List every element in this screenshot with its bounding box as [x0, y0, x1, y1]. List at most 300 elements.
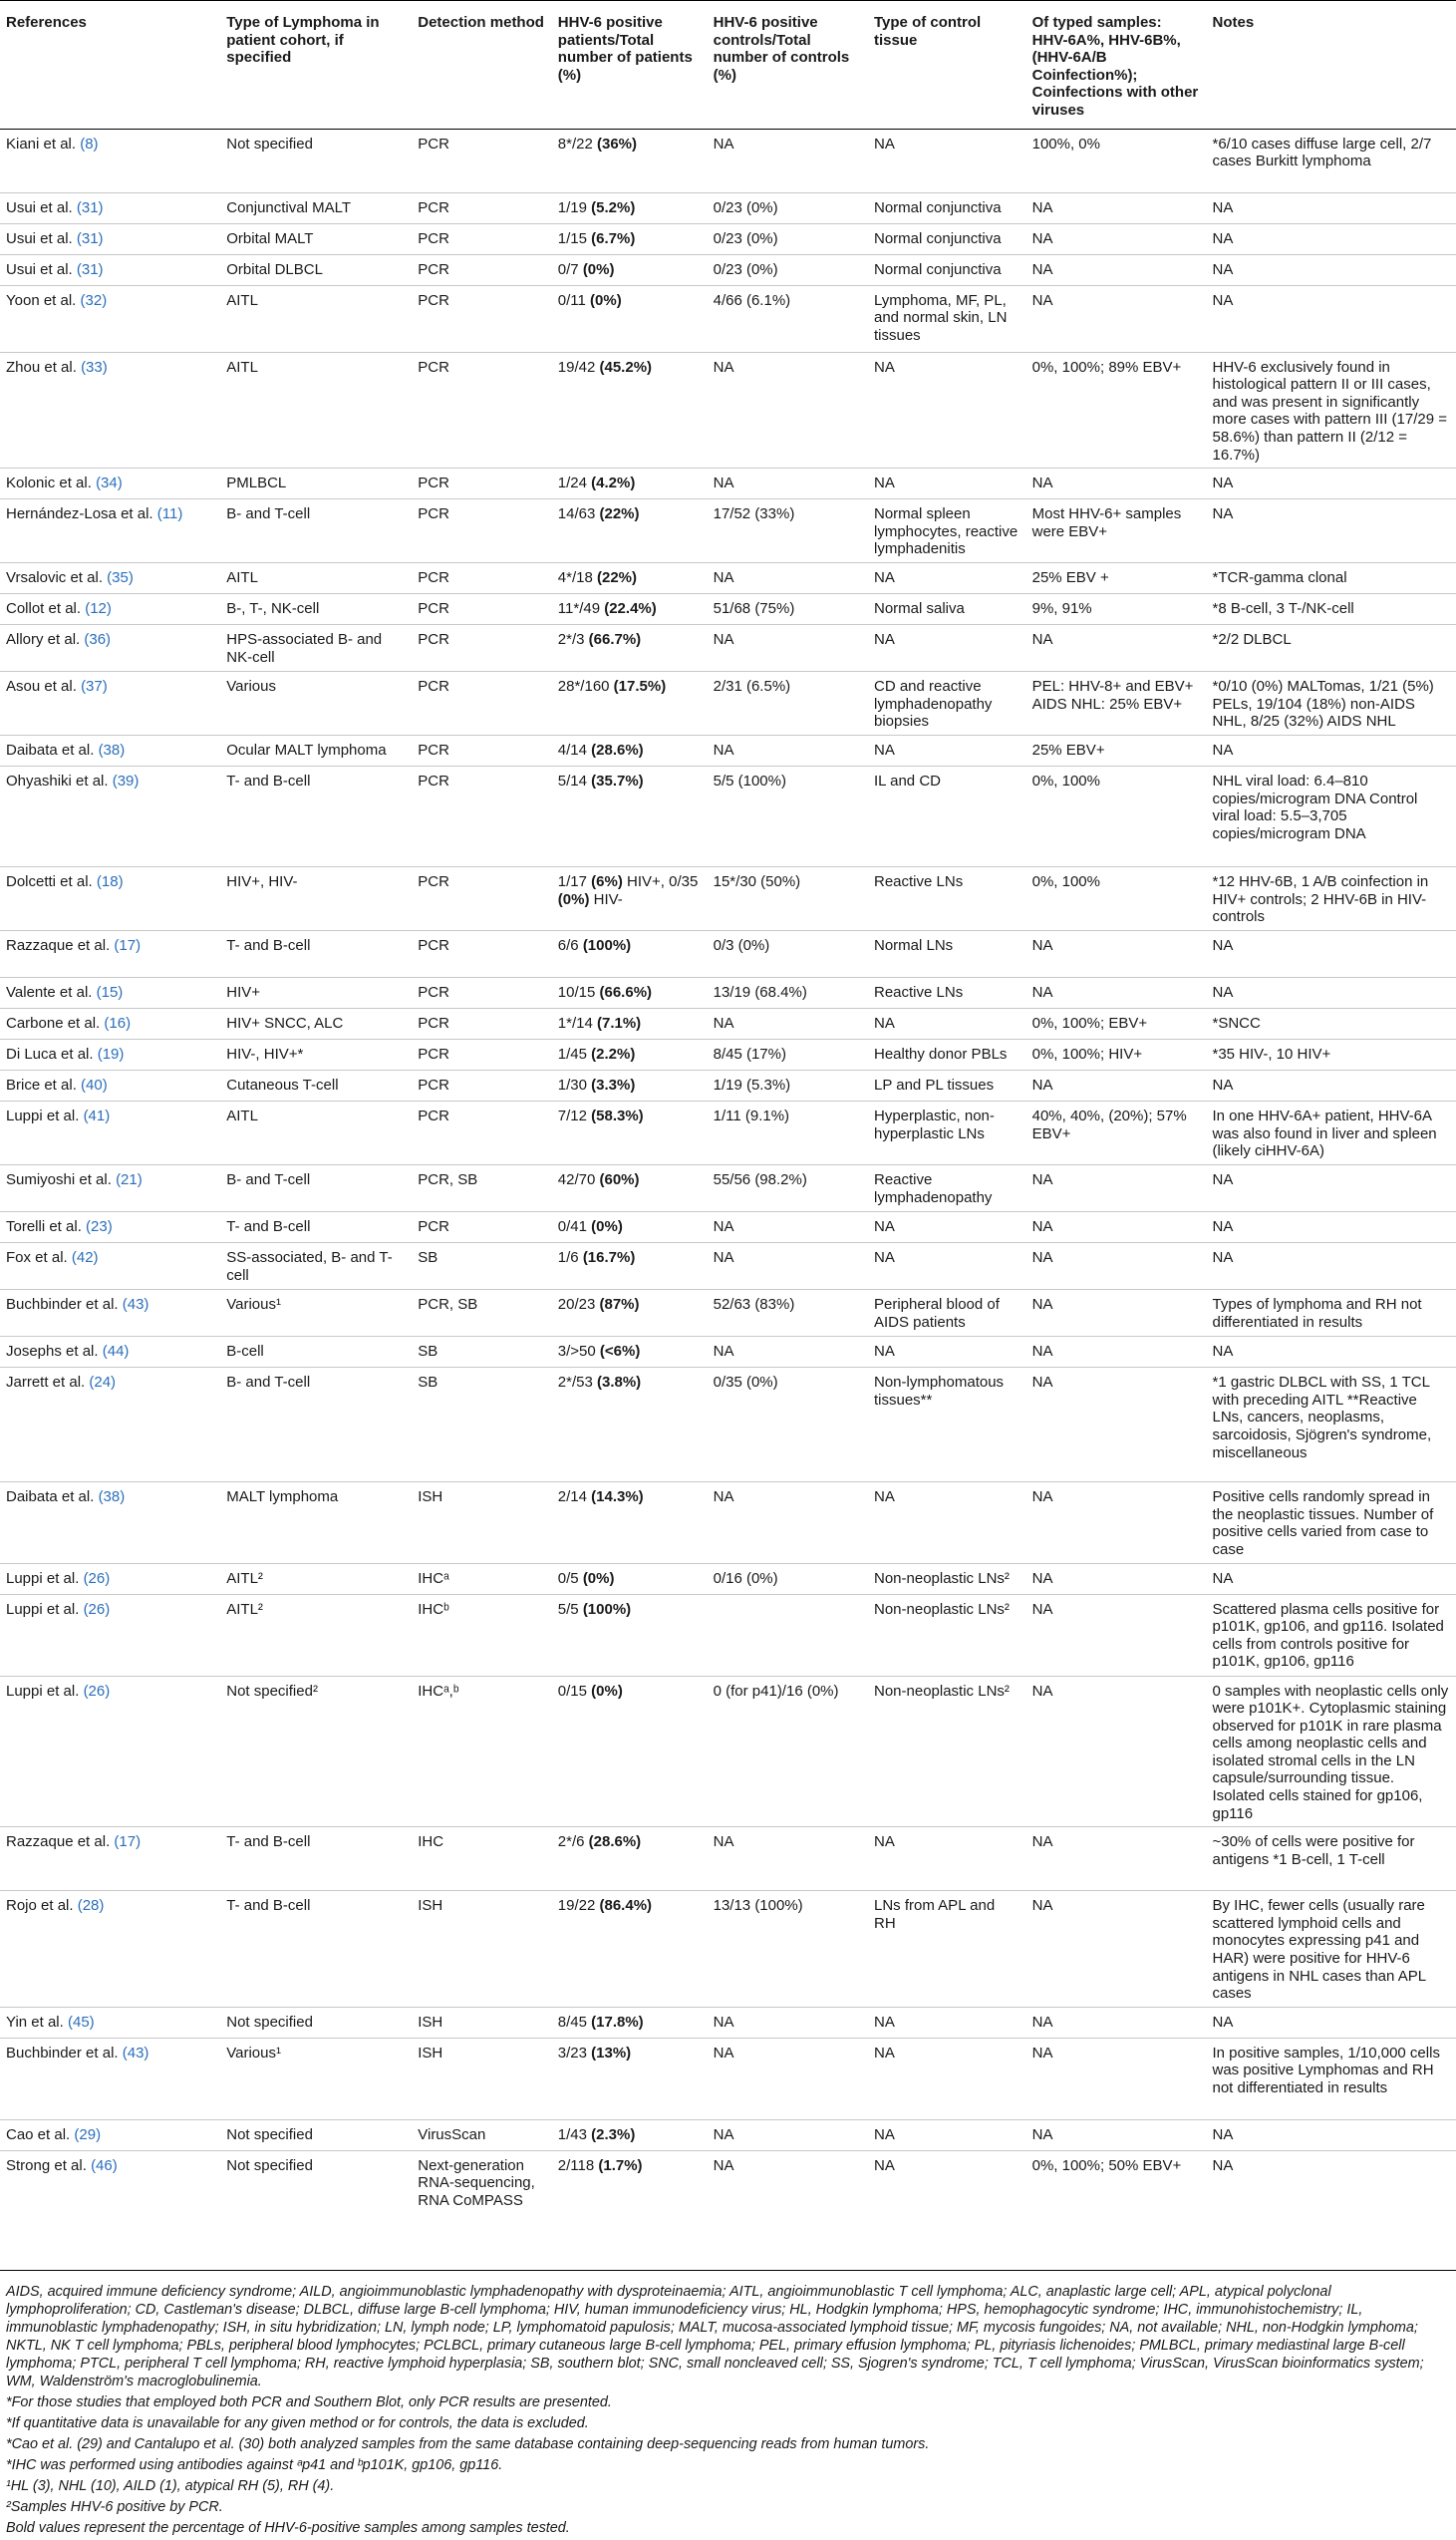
cell-positive-patients — [552, 192, 708, 223]
citation-link[interactable]: (19) — [97, 1046, 125, 1064]
cell-typed-samples: NA — [1026, 931, 1207, 978]
table-row — [0, 672, 1456, 736]
table-row — [0, 1040, 1456, 1071]
citation-link[interactable]: (32) — [80, 291, 108, 309]
cell-reference — [0, 978, 220, 1009]
reference-author: Luppi et al. — [6, 1682, 80, 1700]
citation-link[interactable]: (37) — [81, 678, 108, 696]
cell-typed-samples: NA — [1026, 1290, 1207, 1337]
cell-typed-samples: 25% EBV + — [1026, 563, 1207, 594]
cell-lymphoma-type: Not specified — [220, 2007, 412, 2038]
cell-notes: By IHC, fewer cells (usually rare scattered lymphoid cells and monocytes expressing p41 and HAR) were positive for HHV-6 antigens in NHL cases than APL cases — [1206, 1891, 1456, 2008]
cell-reference — [0, 1563, 220, 1594]
cell-positive-controls: NA — [708, 1827, 868, 1891]
cell-notes: NA — [1206, 1243, 1456, 1290]
cell-lymphoma-type: Ocular MALT lymphoma — [220, 736, 412, 767]
table-row — [0, 129, 1456, 192]
reference-author: Zhou et al. — [6, 358, 77, 376]
cell-control-tissue: LNs from APL and RH — [868, 1891, 1026, 2008]
cell-notes: ~30% of cells were positive for antigens *1 B-cell, 1 T-cell — [1206, 1827, 1456, 1891]
cell-reference — [0, 2150, 220, 2270]
positive-percentage: (3.3%) — [591, 1077, 636, 1095]
citation-link[interactable]: (43) — [122, 1296, 149, 1314]
cell-notes: NA — [1206, 931, 1456, 978]
table-row — [0, 1165, 1456, 1212]
cell-detection-method: PCR — [412, 1212, 552, 1243]
table-row — [0, 2038, 1456, 2119]
header-typed-samples: Of typed samples: HHV-6A%, HHV-6B%, (HHV-6A/B Coinfection%); Coinfections with other viruses — [1026, 1, 1207, 130]
citation-link[interactable]: (38) — [98, 742, 126, 760]
table-row — [0, 1368, 1456, 1482]
cell-control-tissue: Peripheral blood of AIDS patients — [868, 1290, 1026, 1337]
cell-detection-method: ISH — [412, 2007, 552, 2038]
cell-lymphoma-type: T- and B-cell — [220, 1891, 412, 2008]
cell-reference — [0, 129, 220, 192]
cell-positive-patients — [552, 2119, 708, 2150]
table-row — [0, 1290, 1456, 1337]
positive-percentage: (45.2%) — [599, 358, 653, 376]
cell-positive-patients — [552, 1071, 708, 1102]
table-row — [0, 1102, 1456, 1165]
cell-lymphoma-type: AITL — [220, 352, 412, 469]
cell-reference — [0, 1243, 220, 1290]
cell-lymphoma-type: Conjunctival MALT — [220, 192, 412, 223]
cell-typed-samples: NA — [1026, 1165, 1207, 1212]
citation-link[interactable]: (11) — [156, 505, 183, 523]
cell-control-tissue: NA — [868, 129, 1026, 192]
cell-positive-patients — [552, 254, 708, 285]
cell-typed-samples: 40%, 40%, (20%); 57% EBV+ — [1026, 1102, 1207, 1165]
citation-link[interactable]: (34) — [96, 475, 123, 492]
citation-link[interactable]: (16) — [104, 1015, 132, 1033]
positive-percentage: (13%) — [591, 2044, 632, 2062]
cell-positive-controls: 51/68 (75%) — [708, 594, 868, 625]
cell-control-tissue: Lymphoma, MF, PL, and normal skin, LN tissues — [868, 285, 1026, 352]
positive-count: 1*/14 — [557, 1015, 597, 1033]
cell-typed-samples: NA — [1026, 192, 1207, 223]
cell-notes: NA — [1206, 2150, 1456, 2270]
cell-detection-method: PCR — [412, 254, 552, 285]
cell-control-tissue: Normal saliva — [868, 594, 1026, 625]
cell-positive-controls: NA — [708, 563, 868, 594]
table-row — [0, 469, 1456, 499]
cell-positive-patients — [552, 1563, 708, 1594]
cell-detection-method: Next-generation RNA-sequencing, RNA CoMPASS — [412, 2150, 552, 2270]
positive-percentage: (<6%) — [599, 1343, 641, 1361]
positive-count: 42/70 — [557, 1171, 600, 1189]
footnote: ²Samples HHV-6 positive by PCR. — [6, 2499, 223, 2515]
positive-percentage: (28.6%) — [591, 742, 644, 760]
cell-notes: *0/10 (0%) MALTomas, 1/21 (5%) PELs, 19/104 (18%) non-AIDS NHL, 8/25 (32%) AIDS NHL — [1206, 672, 1456, 736]
reference-author: Collot et al. — [6, 600, 82, 618]
positive-count: 1/30 — [557, 1077, 592, 1095]
reference-author: Luppi et al. — [6, 1600, 80, 1618]
citation-link[interactable]: (26) — [83, 1682, 111, 1700]
cell-positive-patients — [552, 352, 708, 469]
citation-link[interactable]: (40) — [81, 1077, 108, 1095]
positive-percentage: (5.2%) — [591, 198, 636, 216]
table-row — [0, 2119, 1456, 2150]
positive-count: 4/14 — [557, 742, 592, 760]
cell-control-tissue: Normal spleen lymphocytes, reactive lymphadenitis — [868, 499, 1026, 563]
citation-link[interactable]: (42) — [71, 1249, 99, 1267]
header-references: References — [0, 1, 220, 130]
cell-positive-patients — [552, 1891, 708, 2008]
cell-positive-controls: NA — [708, 1009, 868, 1040]
cell-positive-controls: 0/23 (0%) — [708, 192, 868, 223]
cell-lymphoma-type: B- and T-cell — [220, 499, 412, 563]
footnote: ¹HL (3), NHL (10), AILD (1), atypical RH (5), RH (4). — [6, 2478, 335, 2494]
cell-detection-method: PCR — [412, 1009, 552, 1040]
cell-notes: NA — [1206, 1165, 1456, 1212]
cell-typed-samples: NA — [1026, 1212, 1207, 1243]
citation-link[interactable]: (21) — [116, 1171, 143, 1189]
cell-positive-controls: 0/3 (0%) — [708, 931, 868, 978]
positive-count: 0/11 — [557, 291, 591, 309]
reference-author: Luppi et al. — [6, 1569, 80, 1587]
cell-reference — [0, 285, 220, 352]
cell-reference — [0, 1482, 220, 1563]
positive-percentage: (66.6%) — [599, 984, 653, 1002]
positive-percentage: (2.3%) — [591, 2125, 636, 2143]
cell-positive-patients — [552, 1368, 708, 1482]
cell-detection-method: ISH — [412, 1891, 552, 2008]
reference-author: Luppi et al. — [6, 1108, 80, 1125]
cell-typed-samples: Most HHV-6+ samples were EBV+ — [1026, 499, 1207, 563]
citation-link[interactable]: (31) — [76, 260, 104, 278]
citation-link[interactable]: (33) — [81, 358, 108, 376]
footnote: *For those studies that employed both PCR and Southern Blot, only PCR results are presented. — [6, 2394, 612, 2410]
cell-lymphoma-type: Various¹ — [220, 2038, 412, 2119]
cell-control-tissue: Non-neoplastic LNs² — [868, 1594, 1026, 1676]
reference-author: Strong et al. — [6, 2156, 87, 2174]
cell-lymphoma-type: MALT lymphoma — [220, 1482, 412, 1563]
cell-lymphoma-type: HIV-, HIV+* — [220, 1040, 412, 1071]
citation-link[interactable]: (18) — [96, 873, 124, 891]
table-row — [0, 978, 1456, 1009]
table-row — [0, 1212, 1456, 1243]
cell-positive-controls: 4/66 (6.1%) — [708, 285, 868, 352]
cell-detection-method: PCR — [412, 223, 552, 254]
positive-count: 0/15 — [557, 1682, 592, 1700]
cell-lymphoma-type: AITL — [220, 285, 412, 352]
header-positive-controls: HHV-6 positive controls/Total number of controls (%) — [708, 1, 868, 130]
positive-percentage: (87%) — [599, 1296, 640, 1314]
cell-control-tissue: Non-lymphomatous tissues** — [868, 1368, 1026, 1482]
citation-link[interactable]: (15) — [96, 984, 124, 1002]
cell-typed-samples: NA — [1026, 625, 1207, 672]
cell-positive-patients — [552, 469, 708, 499]
cell-typed-samples: 0%, 100% — [1026, 867, 1207, 931]
positive-percentage: (58.3%) — [591, 1108, 644, 1125]
positive-percentage: (22.4%) — [604, 600, 657, 618]
positive-count: 6/6 — [557, 937, 583, 955]
cell-detection-method: PCR — [412, 469, 552, 499]
citation-link[interactable]: (29) — [74, 2125, 102, 2143]
cell-reference — [0, 1676, 220, 1827]
cell-positive-controls: NA — [708, 2150, 868, 2270]
cell-typed-samples: 25% EBV+ — [1026, 736, 1207, 767]
reference-author: Hernández-Losa et al. — [6, 505, 153, 523]
citation-link[interactable]: (43) — [122, 2044, 149, 2062]
cell-reference — [0, 1891, 220, 2008]
cell-control-tissue: NA — [868, 2007, 1026, 2038]
positive-percentage: (1.7%) — [598, 2156, 643, 2174]
citation-link[interactable]: (46) — [91, 2156, 118, 2174]
cell-detection-method: ISH — [412, 1482, 552, 1563]
cell-lymphoma-type: Various — [220, 672, 412, 736]
cell-notes: NA — [1206, 223, 1456, 254]
cell-positive-controls: NA — [708, 736, 868, 767]
cell-detection-method: PCR — [412, 1102, 552, 1165]
cell-notes: NA — [1206, 2007, 1456, 2038]
cell-notes: *1 gastric DLBCL with SS, 1 TCL with preceding AITL **Reactive LNs, cancers, neoplasms, sarcoidosis, Sjögren's syndrome, miscellaneous — [1206, 1368, 1456, 1482]
cell-notes: NA — [1206, 1563, 1456, 1594]
positive-count: 14/63 — [557, 505, 600, 523]
cell-typed-samples: NA — [1026, 1827, 1207, 1891]
table-row — [0, 931, 1456, 978]
reference-author: Usui et al. — [6, 229, 73, 247]
cell-control-tissue: NA — [868, 469, 1026, 499]
citation-link[interactable]: (23) — [86, 1218, 113, 1236]
positive-count: 1/43 — [557, 2125, 592, 2143]
reference-author: Carbone et al. — [6, 1015, 101, 1033]
reference-author: Buchbinder et al. — [6, 2044, 119, 2062]
cell-control-tissue: CD and reactive lymphadenopathy biopsies — [868, 672, 1026, 736]
reference-author: Allory et al. — [6, 631, 81, 649]
cell-positive-controls: NA — [708, 129, 868, 192]
cell-detection-method: VirusScan — [412, 2119, 552, 2150]
citation-link[interactable]: (45) — [67, 2013, 95, 2031]
cell-reference — [0, 254, 220, 285]
cell-detection-method: PCR — [412, 499, 552, 563]
cell-detection-method: PCR — [412, 736, 552, 767]
positive-percentage: (35.7%) — [591, 773, 644, 791]
cell-positive-controls: NA — [708, 2119, 868, 2150]
table-row — [0, 2150, 1456, 2270]
positive-count: 4*/18 — [557, 569, 597, 587]
citation-link[interactable]: (31) — [76, 198, 104, 216]
cell-positive-patients — [552, 285, 708, 352]
cell-notes: Positive cells randomly spread in the neoplastic tissues. Number of positive cells varied from case to case — [1206, 1482, 1456, 1563]
cell-reference — [0, 625, 220, 672]
positive-count: 10/15 — [557, 984, 600, 1002]
cell-positive-controls: 13/13 (100%) — [708, 1891, 868, 2008]
citation-link[interactable]: (28) — [77, 1897, 105, 1915]
cell-typed-samples: NA — [1026, 1482, 1207, 1563]
cell-detection-method: IHC — [412, 1827, 552, 1891]
cell-positive-controls: 15*/30 (50%) — [708, 867, 868, 931]
cell-detection-method: PCR — [412, 352, 552, 469]
positive-percentage: (22%) — [599, 505, 640, 523]
cell-positive-controls: 5/5 (100%) — [708, 767, 868, 867]
positive-count: 1/45 — [557, 1046, 592, 1064]
cell-positive-controls: NA — [708, 352, 868, 469]
cell-control-tissue: NA — [868, 1482, 1026, 1563]
positive-count: 5/14 — [557, 773, 592, 791]
cell-positive-patients — [552, 867, 708, 931]
cell-reference — [0, 767, 220, 867]
citation-link[interactable]: (35) — [107, 569, 134, 587]
footnote: *Cao et al. (29) and Cantalupo et al. (30) both analyzed samples from the same database containing deep-sequencing reads from human tumors. — [6, 2436, 930, 2452]
citation-link[interactable]: (41) — [83, 1108, 111, 1125]
positive-count: 3/23 — [557, 2044, 592, 2062]
citation-link[interactable]: (36) — [84, 631, 112, 649]
cell-positive-controls — [708, 1594, 868, 1676]
cell-typed-samples: 0%, 100%; 50% EBV+ — [1026, 2150, 1207, 2270]
cell-notes: NA — [1206, 2119, 1456, 2150]
cell-typed-samples: NA — [1026, 469, 1207, 499]
cell-positive-patients — [552, 2038, 708, 2119]
reference-author: Usui et al. — [6, 260, 73, 278]
cell-detection-method: IHCᵃ,ᵇ — [412, 1676, 552, 1827]
cell-control-tissue: Normal conjunctiva — [868, 223, 1026, 254]
cell-detection-method: PCR — [412, 672, 552, 736]
positive-percentage: (22%) — [596, 569, 637, 587]
cell-lymphoma-type: Not specified² — [220, 1676, 412, 1827]
cell-positive-controls: 0/16 (0%) — [708, 1563, 868, 1594]
table-row — [0, 1482, 1456, 1563]
citation-link[interactable]: (17) — [114, 1833, 142, 1851]
table-row — [0, 1594, 1456, 1676]
cell-detection-method: PCR — [412, 978, 552, 1009]
cell-positive-controls: 1/19 (5.3%) — [708, 1071, 868, 1102]
cell-notes: NA — [1206, 1071, 1456, 1102]
cell-detection-method: PCR, SB — [412, 1165, 552, 1212]
positive-count: HIV+, 0/35 — [622, 873, 703, 891]
cell-positive-controls: 8/45 (17%) — [708, 1040, 868, 1071]
cell-control-tissue: Normal conjunctiva — [868, 192, 1026, 223]
footnote: Bold values represent the percentage of HHV-6-positive samples among samples tested. — [6, 2520, 570, 2536]
table-row — [0, 1337, 1456, 1368]
cell-reference — [0, 867, 220, 931]
positive-count: 2*/3 — [557, 631, 589, 649]
cell-reference — [0, 1165, 220, 1212]
cell-control-tissue: IL and CD — [868, 767, 1026, 867]
cell-notes: 0 samples with neoplastic cells only were p101K+. Cytoplasmic staining observed for p101K in rare plasma cells among neoplastic cells and isolated stromal cells in the LN capsule/surrounding tissue. Isolated cells stained for gp106, gp116 — [1206, 1676, 1456, 1827]
cell-positive-controls: 55/56 (98.2%) — [708, 1165, 868, 1212]
reference-author: Razzaque et al. — [6, 937, 111, 955]
cell-detection-method: PCR — [412, 767, 552, 867]
positive-count: 2*/53 — [557, 1374, 597, 1392]
citation-link[interactable]: (12) — [85, 600, 112, 618]
cell-positive-patients — [552, 563, 708, 594]
footnote: AIDS, acquired immune deficiency syndrome; AILD, angioimmunoblastic lymphadenopathy with dysproteinaemia; AITL, angioimmunoblastic T cell lymphoma; ALC, anaplastic large cell; APL, atypical polyclonal lymphoproliferation; CD, Castleman's disease; DLBCL, diffuse large B-cell lymphoma; HIV, human immunodeficiency virus; HL, Hodgkin lymphoma; HPS, hemophagocytic syndrome; IHC, immunohistochemistry; IL, immunoblastic lymphadenopathy; ISH, in situ hybridization; LN, lymph node; LP, lymphomatoid papulosis; MALT, mucosa-associated lymphoid tissue; MF, mycosis fungoides; NA, not available; NHL, non-Hodgkin lymphoma; NKTL, NK T cell lymphoma; PBLs, peripheral blood lymphocytes; PCLBCL, primary cutaneous large B-cell lymphoma; PEL, primary effusion lymphoma; PL, pityriasis lichenoides; PMLBCL, primary mediastinal large B-cell lymphoma; PTCL, peripheral T cell lymphoma; RH, reactive lymphoid hyperplasia; SB, southern blot; SNC, small noncleaved cell; SS, Sjogren's syndrome; TCL, T cell lymphoma; VirusScan, VirusScan bioinformatics system; WM, Waldenström's macroglobulinemia. — [6, 2284, 1424, 2389]
citation-link[interactable]: (38) — [98, 1488, 126, 1506]
cell-typed-samples: NA — [1026, 1891, 1207, 2008]
cell-control-tissue: Reactive LNs — [868, 978, 1026, 1009]
positive-percentage: (60%) — [599, 1171, 640, 1189]
positive-percentage: (2.2%) — [591, 1046, 636, 1064]
positive-percentage: (16.7%) — [582, 1249, 636, 1267]
cell-reference — [0, 2119, 220, 2150]
citation-link[interactable]: (8) — [80, 135, 99, 153]
reference-author: Josephs et al. — [6, 1343, 99, 1361]
cell-typed-samples: NA — [1026, 2119, 1207, 2150]
cell-notes: NA — [1206, 1337, 1456, 1368]
table-row — [0, 352, 1456, 469]
cell-detection-method: ISH — [412, 2038, 552, 2119]
cell-lymphoma-type: AITL — [220, 1102, 412, 1165]
reference-author: Vrsalovic et al. — [6, 569, 103, 587]
positive-count: 1/17 — [557, 873, 592, 891]
table-row — [0, 1891, 1456, 2008]
cell-positive-controls: 13/19 (68.4%) — [708, 978, 868, 1009]
positive-count: 19/22 — [557, 1897, 600, 1915]
cell-positive-patients — [552, 931, 708, 978]
cell-notes: NA — [1206, 1212, 1456, 1243]
reference-author: Jarrett et al. — [6, 1374, 86, 1392]
cell-typed-samples: NA — [1026, 2007, 1207, 2038]
cell-lymphoma-type: Not specified — [220, 129, 412, 192]
cell-detection-method: PCR — [412, 1071, 552, 1102]
cell-lymphoma-type: T- and B-cell — [220, 1827, 412, 1891]
positive-percentage: (14.3%) — [591, 1488, 644, 1506]
cell-positive-controls: 2/31 (6.5%) — [708, 672, 868, 736]
cell-reference — [0, 1337, 220, 1368]
citation-link[interactable]: (24) — [89, 1374, 117, 1392]
cell-control-tissue: NA — [868, 1009, 1026, 1040]
cell-reference — [0, 469, 220, 499]
table-row — [0, 2007, 1456, 2038]
cell-lymphoma-type: T- and B-cell — [220, 931, 412, 978]
cell-notes: *35 HIV-, 10 HIV+ — [1206, 1040, 1456, 1071]
cell-positive-patients — [552, 625, 708, 672]
positive-count: 20/23 — [557, 1296, 600, 1314]
cell-lymphoma-type: B-cell — [220, 1337, 412, 1368]
reference-author: Valente et al. — [6, 984, 93, 1002]
citation-link[interactable]: (39) — [112, 773, 140, 791]
table-row — [0, 1676, 1456, 1827]
cell-lymphoma-type: Cutaneous T-cell — [220, 1071, 412, 1102]
citation-link[interactable]: (31) — [76, 229, 104, 247]
cell-control-tissue: NA — [868, 736, 1026, 767]
cell-positive-patients — [552, 1009, 708, 1040]
cell-positive-patients — [552, 1676, 708, 1827]
cell-positive-controls: NA — [708, 1243, 868, 1290]
positive-count: 1/19 — [557, 198, 592, 216]
cell-reference — [0, 1290, 220, 1337]
positive-count: 1/6 — [557, 1249, 583, 1267]
cell-control-tissue: NA — [868, 625, 1026, 672]
reference-author: Daibata et al. — [6, 1488, 95, 1506]
cell-positive-controls: NA — [708, 1212, 868, 1243]
cell-reference — [0, 1040, 220, 1071]
cell-control-tissue: Reactive lymphadenopathy — [868, 1165, 1026, 1212]
cell-lymphoma-type: B-, T-, NK-cell — [220, 594, 412, 625]
header-notes: Notes — [1206, 1, 1456, 130]
cell-lymphoma-type: AITL² — [220, 1563, 412, 1594]
cell-detection-method: IHCᵇ — [412, 1594, 552, 1676]
header-row — [0, 1, 1456, 130]
cell-control-tissue: NA — [868, 1243, 1026, 1290]
cell-positive-patients — [552, 1337, 708, 1368]
cell-notes: In one HHV-6A+ patient, HHV-6A was also found in liver and spleen (likely ciHHV-6A) — [1206, 1102, 1456, 1165]
reference-author: Yin et al. — [6, 2013, 64, 2031]
reference-author: Brice et al. — [6, 1077, 77, 1095]
cell-detection-method: SB — [412, 1368, 552, 1482]
cell-positive-controls: NA — [708, 2007, 868, 2038]
table-row — [0, 499, 1456, 563]
citation-link[interactable]: (44) — [102, 1343, 130, 1361]
citation-link[interactable]: (17) — [114, 937, 142, 955]
cell-typed-samples: NA — [1026, 2038, 1207, 2119]
cell-notes: *SNCC — [1206, 1009, 1456, 1040]
citation-link[interactable]: (26) — [83, 1600, 111, 1618]
citation-link[interactable]: (26) — [83, 1569, 111, 1587]
cell-positive-patients — [552, 672, 708, 736]
cell-positive-patients — [552, 1482, 708, 1563]
